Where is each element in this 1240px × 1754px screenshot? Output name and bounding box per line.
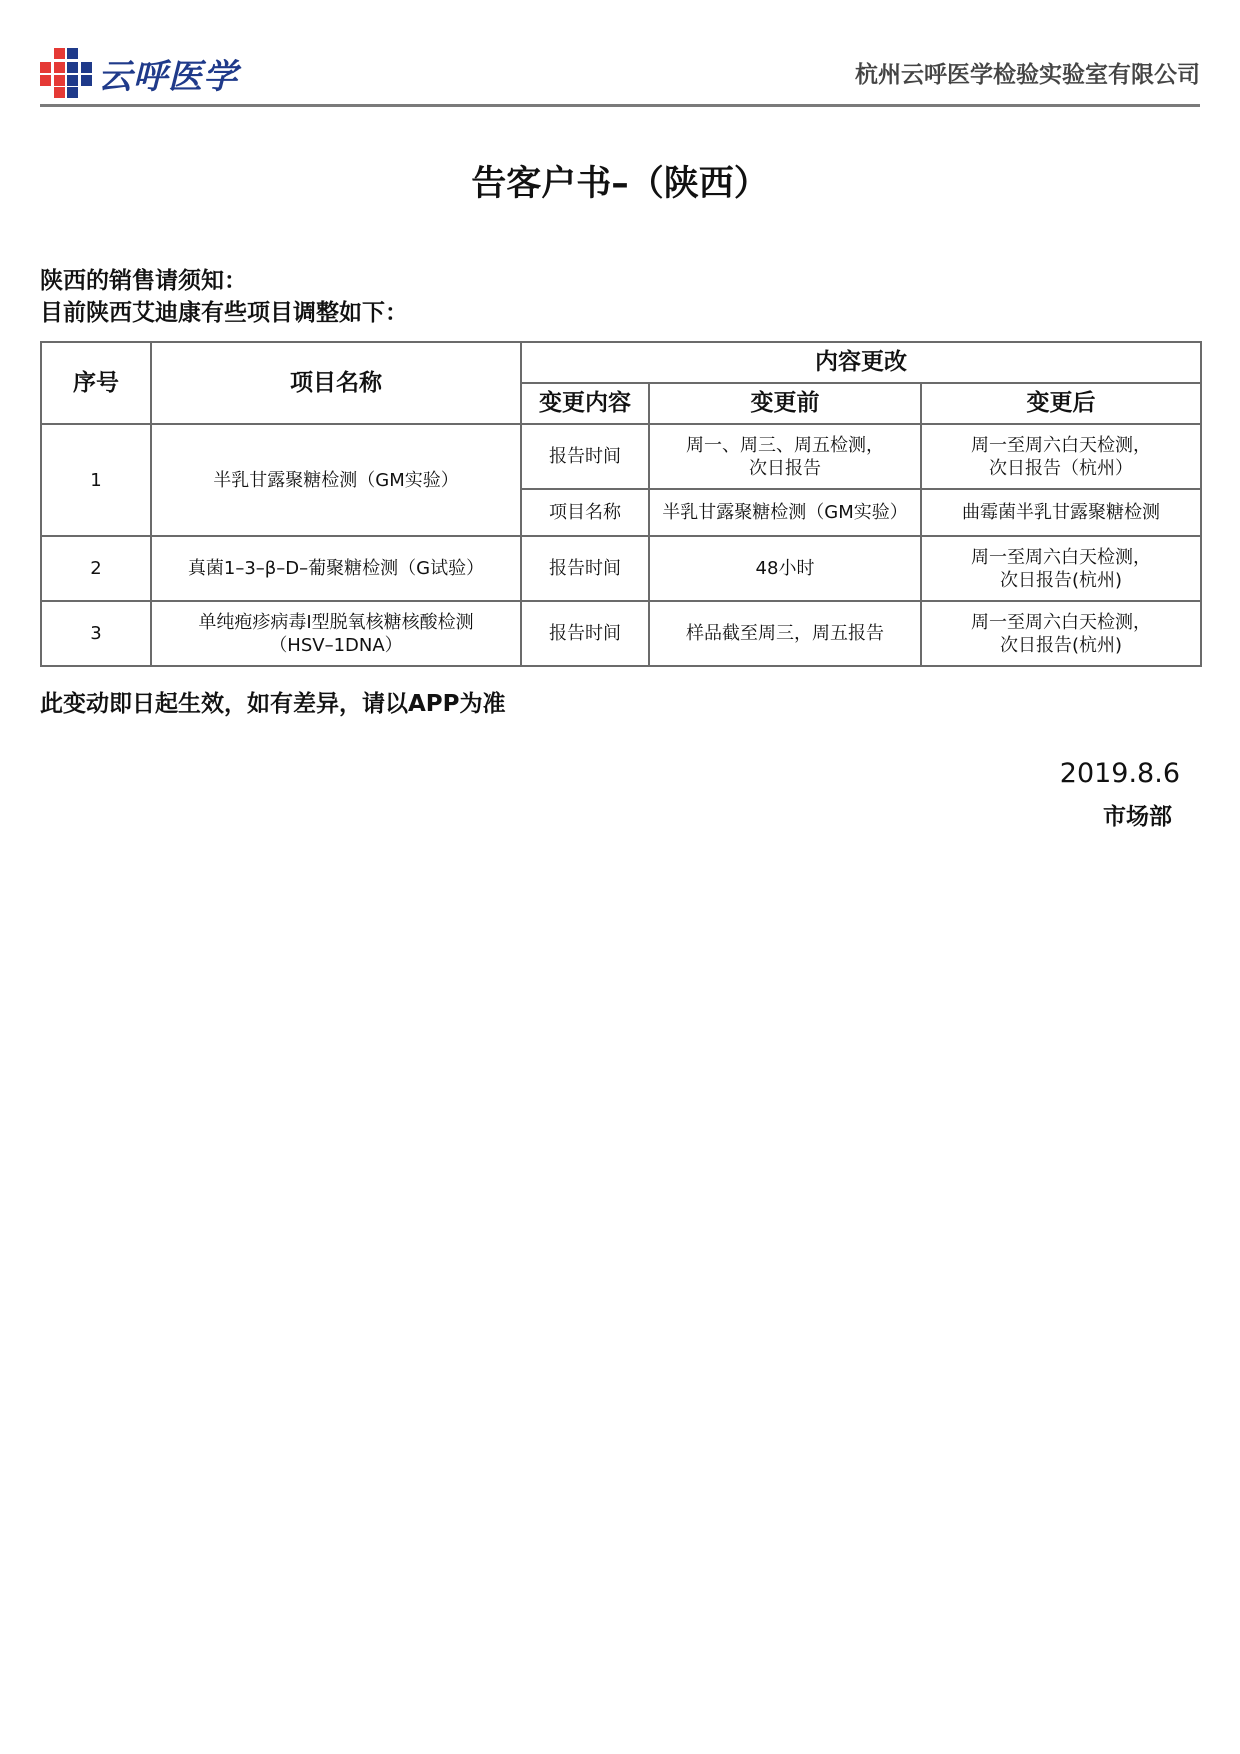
logo-text: 云呼医学 (98, 56, 238, 97)
intro-line-2: 目前陕西艾迪康有些项目调整如下： (40, 300, 408, 326)
intro-text (40, 265, 408, 329)
cell-index: 2 (41, 536, 151, 601)
medical-cross-logo-icon (40, 48, 92, 98)
department: 市场部 (1103, 804, 1172, 830)
cell-line: 周一至周六白天检测， (971, 546, 1151, 568)
company-name: 杭州云呼医学检验实验室有限公司 (855, 62, 1200, 88)
cell-before (649, 536, 921, 601)
cell-change-field: 报告时间 (521, 601, 649, 666)
cell-after (921, 536, 1201, 601)
cell-line: 单纯疱疹病毒Ⅰ型脱氧核糖核酸检测 (198, 611, 474, 633)
cell-line: 半乳甘露聚糖检测（GM实验） (662, 502, 908, 523)
header-after: 变更后 (921, 383, 1201, 424)
cell-line: 次日报告(杭州) (999, 634, 1123, 656)
cell-item-name (151, 424, 521, 536)
header-content-change: 内容更改 (521, 342, 1201, 383)
cell-index: 1 (41, 424, 151, 536)
cell-item-name (151, 536, 521, 601)
header-before: 变更前 (649, 383, 921, 424)
cell-after (921, 601, 1201, 666)
cell-line: 次日报告（杭州） (989, 457, 1133, 479)
issue-date: 2019.8.6 (1059, 758, 1180, 789)
cell-change-field: 报告时间 (521, 536, 649, 601)
cell-line: 48小时 (755, 558, 815, 579)
cell-item-name (151, 601, 521, 666)
table-row (41, 424, 1201, 489)
cell-before (649, 489, 921, 536)
cell-line: 次日报告 (749, 457, 821, 479)
cell-line: 次日报告(杭州) (999, 569, 1123, 591)
cell-line: 真菌1–3–β–D–葡聚糖检测（G试验） (187, 558, 485, 579)
footer-note: 此变动即日起生效，如有差异，请以APP为准 (40, 691, 506, 717)
cell-line: 曲霉菌半乳甘露聚糖检测 (962, 502, 1160, 523)
cell-line: 周一至周六白天检测， (971, 434, 1151, 456)
cell-change-field: 报告时间 (521, 424, 649, 489)
table-row (41, 601, 1201, 666)
cell-index: 3 (41, 601, 151, 666)
cell-after (921, 489, 1201, 536)
header-change-field: 变更内容 (521, 383, 649, 424)
company-logo (40, 48, 238, 98)
cell-line: 样品截至周三，周五报告 (686, 623, 884, 644)
header-divider (40, 104, 1200, 107)
cell-line: 周一、周三、周五检测， (686, 434, 884, 456)
changes-table (40, 341, 1202, 667)
cell-line: 半乳甘露聚糖检测（GM实验） (213, 469, 459, 491)
intro-line-1: 陕西的销售请须知： (40, 268, 247, 294)
cell-line: 周一至周六白天检测， (971, 611, 1151, 633)
page-header (40, 40, 1200, 104)
cell-before (649, 424, 921, 489)
header-index: 序号 (41, 342, 151, 424)
page-title: 告客户书–（陕西） (471, 164, 769, 204)
cell-change-field: 项目名称 (521, 489, 649, 536)
cell-after (921, 424, 1201, 489)
cell-before (649, 601, 921, 666)
cell-line: （HSV–1DNA） (269, 634, 403, 656)
table-row (41, 536, 1201, 601)
header-item-name: 项目名称 (151, 342, 521, 424)
